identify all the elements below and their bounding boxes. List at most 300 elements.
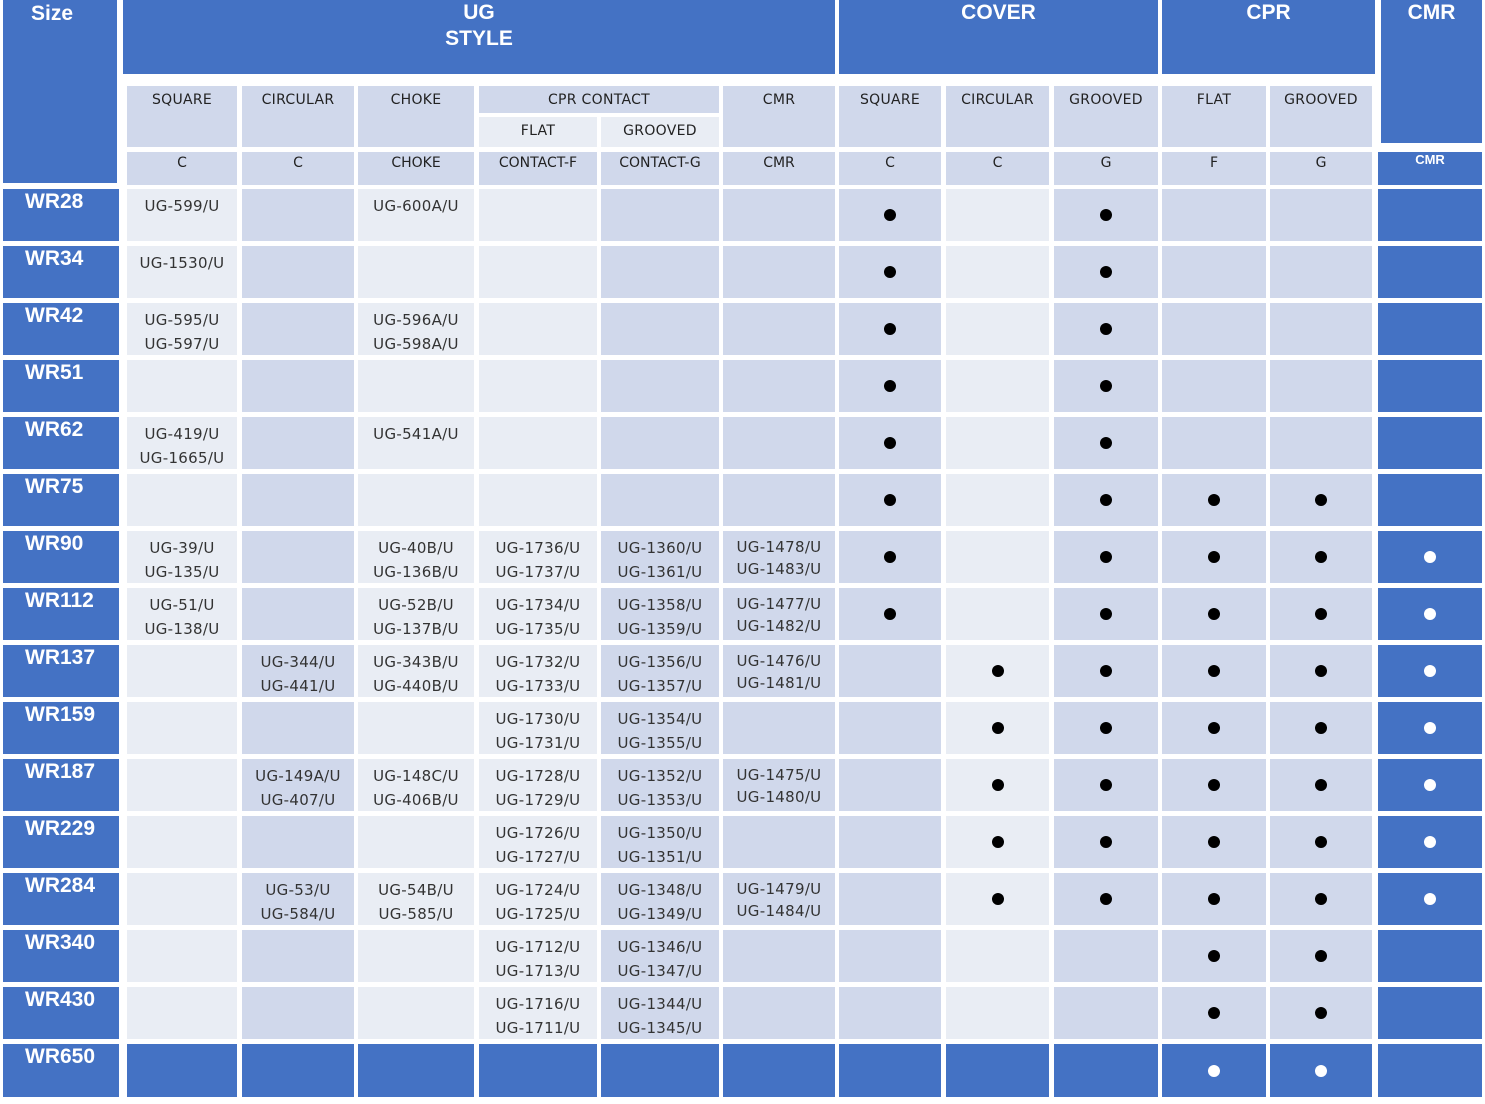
table-cell (1054, 987, 1158, 1039)
table-cell (723, 1044, 835, 1097)
table-cell (601, 816, 719, 868)
availability-dot (1054, 246, 1158, 298)
part-number: UG-1484/U (736, 902, 822, 920)
table-cell (723, 873, 835, 925)
availability-dot (839, 303, 941, 355)
table-cell (1378, 987, 1482, 1039)
table-cell (1162, 417, 1266, 469)
code-header-3 (358, 152, 474, 185)
size-label-text: WR28 (25, 190, 84, 213)
availability-dot (1378, 816, 1482, 868)
size-header-label: Size (31, 2, 74, 25)
availability-dot (1054, 873, 1158, 925)
table-cell (946, 588, 1049, 640)
table-cell (946, 360, 1049, 412)
table-cell (358, 189, 474, 241)
table-cell (127, 360, 237, 412)
availability-dot (839, 417, 941, 469)
size-label-wr75 (3, 474, 119, 526)
black-dot-icon (1208, 836, 1220, 848)
black-dot-icon (884, 323, 896, 335)
size-label-wr90 (3, 531, 119, 583)
size-label-text: WR650 (25, 1045, 96, 1068)
part-number: UG-600A/U (373, 197, 459, 215)
part-number: UG-52B/U (378, 596, 454, 614)
subheader-ug-cpr-contact (479, 86, 719, 113)
availability-dot (1162, 930, 1266, 982)
black-dot-icon (992, 836, 1004, 848)
code-header-5 (601, 152, 719, 185)
table-cell (946, 417, 1049, 469)
table-cell (127, 474, 237, 526)
size-label-wr34 (3, 246, 119, 298)
black-dot-icon (992, 893, 1004, 905)
table-cell (242, 1044, 354, 1097)
part-number: UG-1482/U (736, 617, 822, 635)
size-label-wr112 (3, 588, 119, 640)
table-cell (479, 930, 597, 982)
black-dot-icon (1208, 722, 1220, 734)
table-cell (839, 645, 941, 697)
black-dot-icon (1208, 551, 1220, 563)
size-label-text: WR187 (25, 760, 96, 783)
table-cell (946, 1044, 1049, 1097)
size-label-text: WR159 (25, 703, 96, 726)
part-number: UG-1477/U (736, 595, 822, 613)
size-label-wr340 (3, 930, 119, 982)
part-number: UG-1349/U (617, 905, 703, 923)
code-header-1 (127, 152, 237, 185)
black-dot-icon (1208, 779, 1220, 791)
size-label-text: WR42 (25, 304, 84, 327)
black-dot-icon (1315, 950, 1327, 962)
table-cell (358, 303, 474, 355)
part-number: UG-39/U (149, 539, 215, 557)
code-header-8-label: C (992, 155, 1003, 171)
table-cell (946, 987, 1049, 1039)
table-cell (1378, 930, 1482, 982)
availability-dot (1162, 702, 1266, 754)
black-dot-icon (1100, 665, 1112, 677)
black-dot-icon (1315, 551, 1327, 563)
table-cell (1378, 474, 1482, 526)
table-cell (242, 360, 354, 412)
black-dot-icon (1208, 893, 1220, 905)
code-header-2-label: C (293, 155, 303, 171)
table-cell (358, 645, 474, 697)
code-header-5-label: CONTACT-G (619, 155, 701, 171)
table-cell (479, 474, 597, 526)
availability-dot (1378, 531, 1482, 583)
size-label-wr187 (3, 759, 119, 811)
part-number: UG-1359/U (617, 620, 703, 638)
table-cell (601, 588, 719, 640)
availability-dot (1270, 759, 1372, 811)
table-cell (127, 645, 237, 697)
size-label-text: WR229 (25, 817, 96, 840)
subheader-cpr-grooved-label: GROOVED (1284, 92, 1358, 108)
part-number: UG-598A/U (373, 335, 459, 353)
availability-dot (839, 246, 941, 298)
table-cell (479, 531, 597, 583)
code-header-6-label: CMR (763, 155, 795, 171)
black-dot-icon (1315, 836, 1327, 848)
subheader-ug-cmr (723, 86, 835, 147)
black-dot-icon (1315, 779, 1327, 791)
black-dot-icon (1100, 551, 1112, 563)
part-number: UG-1350/U (617, 824, 703, 842)
black-dot-icon (884, 494, 896, 506)
part-number: UG-1346/U (617, 938, 703, 956)
black-dot-icon (1208, 950, 1220, 962)
availability-dot (1054, 417, 1158, 469)
table-cell (358, 417, 474, 469)
table-cell (242, 417, 354, 469)
table-cell (242, 189, 354, 241)
availability-dot (946, 816, 1049, 868)
part-number: UG-148C/U (373, 767, 459, 785)
table-cell (946, 531, 1049, 583)
table-cell (479, 987, 597, 1039)
code-header-3-label: CHOKE (391, 155, 441, 171)
table-cell (839, 702, 941, 754)
table-cell (601, 759, 719, 811)
subheader-cpr-flat (1162, 86, 1266, 147)
part-number: UG-1725/U (495, 905, 581, 923)
availability-dot (1054, 816, 1158, 868)
availability-dot (1270, 816, 1372, 868)
table-cell (839, 987, 941, 1039)
table-cell (946, 303, 1049, 355)
table-cell (479, 873, 597, 925)
white-dot-icon (1424, 722, 1436, 734)
availability-dot (1054, 189, 1158, 241)
table-cell (242, 987, 354, 1039)
black-dot-icon (1208, 665, 1220, 677)
white-dot-icon (1315, 1065, 1327, 1077)
black-dot-icon (1315, 608, 1327, 620)
table-cell (601, 702, 719, 754)
table-cell (127, 303, 237, 355)
part-number: UG-40B/U (378, 539, 454, 557)
subheader-ug-square-label: SQUARE (151, 92, 213, 108)
subheader-ug-square (127, 86, 237, 147)
code-header-11-label: G (1315, 155, 1327, 171)
cover-header (839, 0, 1158, 74)
part-number: UG-541A/U (373, 425, 459, 443)
cpr-header (1162, 0, 1375, 74)
table-cell (358, 987, 474, 1039)
part-number: UG-1352/U (617, 767, 703, 785)
table-cell (723, 645, 835, 697)
size-label-wr650 (3, 1044, 119, 1097)
availability-dot (839, 189, 941, 241)
table-cell (839, 816, 941, 868)
table-cell (358, 531, 474, 583)
part-number: UG-1726/U (495, 824, 581, 842)
table-cell (127, 759, 237, 811)
table-cell (723, 816, 835, 868)
availability-dot (1162, 531, 1266, 583)
part-number: UG-1475/U (736, 766, 822, 784)
part-number: UG-595/U (144, 311, 220, 329)
code-header-4 (479, 152, 597, 185)
black-dot-icon (1208, 1007, 1220, 1019)
black-dot-icon (1100, 494, 1112, 506)
part-number: UG-1353/U (617, 791, 703, 809)
availability-dot (1054, 759, 1158, 811)
code-header-4-label: CONTACT-F (498, 155, 578, 171)
part-number: UG-1478/U (736, 538, 822, 556)
table-cell (127, 702, 237, 754)
part-number: UG-1344/U (617, 995, 703, 1013)
part-number: UG-1734/U (495, 596, 581, 614)
black-dot-icon (1100, 437, 1112, 449)
black-dot-icon (1100, 836, 1112, 848)
size-label-wr430 (3, 987, 119, 1039)
part-number: UG-1711/U (495, 1019, 581, 1037)
table-cell (601, 417, 719, 469)
part-number: UG-1736/U (495, 539, 581, 557)
subheader-ug-choke-label: CHOKE (390, 92, 442, 108)
availability-dot (1054, 702, 1158, 754)
table-cell (242, 816, 354, 868)
availability-dot (839, 474, 941, 526)
availability-dot (1054, 360, 1158, 412)
size-label-wr159 (3, 702, 119, 754)
part-number: UG-1724/U (495, 881, 581, 899)
part-number: UG-137B/U (373, 620, 459, 638)
code-header-7-label: C (885, 155, 895, 171)
black-dot-icon (1100, 893, 1112, 905)
ug-style-header-line1: UG (463, 1, 495, 24)
part-number: UG-135/U (144, 563, 220, 581)
availability-dot (1378, 759, 1482, 811)
table-cell (946, 474, 1049, 526)
part-number: UG-51/U (149, 596, 215, 614)
table-cell (839, 873, 941, 925)
availability-dot (839, 588, 941, 640)
black-dot-icon (1100, 779, 1112, 791)
part-number: UG-1351/U (617, 848, 703, 866)
table-cell (723, 474, 835, 526)
table-cell (723, 417, 835, 469)
subheader-cover-circular-label: CIRCULAR (961, 92, 1034, 108)
availability-dot (1054, 531, 1158, 583)
part-number: UG-53/U (265, 881, 331, 899)
table-cell (1378, 189, 1482, 241)
part-number: UG-584/U (260, 905, 336, 923)
black-dot-icon (1100, 209, 1112, 221)
table-cell (1162, 189, 1266, 241)
subheader-cover-circular (946, 86, 1049, 147)
part-number: UG-1530/U (139, 254, 225, 272)
table-cell (601, 474, 719, 526)
subheader-ug-circular (242, 86, 354, 147)
ug-style-header-line2: STYLE (445, 27, 513, 50)
table-cell (127, 189, 237, 241)
table-cell (1270, 189, 1372, 241)
table-cell (479, 702, 597, 754)
table-cell (127, 531, 237, 583)
black-dot-icon (884, 437, 896, 449)
part-number: UG-1665/U (139, 449, 225, 467)
part-number: UG-1732/U (495, 653, 581, 671)
code-header-12 (1378, 152, 1482, 185)
availability-dot (946, 645, 1049, 697)
availability-dot (1162, 645, 1266, 697)
white-dot-icon (1424, 779, 1436, 791)
table-cell (242, 474, 354, 526)
table-cell (358, 702, 474, 754)
table-cell (601, 645, 719, 697)
table-cell (127, 873, 237, 925)
table-cell (127, 930, 237, 982)
code-header-10 (1162, 152, 1266, 185)
subheader-cover-square-label: SQUARE (859, 92, 921, 108)
table-cell (1270, 360, 1372, 412)
part-number: UG-149A/U (255, 767, 341, 785)
size-label-wr284 (3, 873, 119, 925)
availability-dot (1162, 816, 1266, 868)
black-dot-icon (884, 380, 896, 392)
table-cell (723, 303, 835, 355)
table-cell (479, 588, 597, 640)
size-label-wr42 (3, 303, 119, 355)
table-cell (127, 246, 237, 298)
table-cell (723, 531, 835, 583)
black-dot-icon (884, 266, 896, 278)
part-number: UG-1735/U (495, 620, 581, 638)
part-number: UG-1360/U (617, 539, 703, 557)
availability-dot (1270, 930, 1372, 982)
availability-dot (1162, 759, 1266, 811)
availability-dot (946, 759, 1049, 811)
table-cell (1162, 360, 1266, 412)
part-number: UG-1481/U (736, 674, 822, 692)
table-cell (601, 1044, 719, 1097)
code-header-1-label: C (177, 155, 187, 171)
subheader-ug-cpr-grooved (601, 117, 719, 147)
size-header (3, 0, 117, 183)
subheader-ug-cpr-flat (479, 117, 597, 147)
table-cell (127, 987, 237, 1039)
cpr-header-label: CPR (1246, 1, 1291, 24)
code-header-9 (1054, 152, 1158, 185)
cmr-header (1381, 0, 1482, 143)
subheader-cpr-flat-label: FLAT (1196, 92, 1232, 108)
part-number: UG-1730/U (495, 710, 581, 728)
availability-dot (1054, 645, 1158, 697)
availability-dot (1162, 1044, 1266, 1097)
black-dot-icon (884, 209, 896, 221)
size-label-text: WR137 (25, 646, 96, 669)
size-label-text: WR75 (25, 475, 84, 498)
table-cell (242, 930, 354, 982)
availability-dot (839, 531, 941, 583)
part-number: UG-596A/U (373, 311, 459, 329)
part-number: UG-1345/U (617, 1019, 703, 1037)
table-cell (723, 759, 835, 811)
subheader-cover-grooved-label: GROOVED (1069, 92, 1143, 108)
subheader-ug-choke (358, 86, 474, 147)
size-label-wr62 (3, 417, 119, 469)
white-dot-icon (1208, 1065, 1220, 1077)
part-number: UG-407/U (260, 791, 336, 809)
black-dot-icon (1100, 323, 1112, 335)
table-cell (946, 246, 1049, 298)
code-header-7 (839, 152, 941, 185)
size-label-text: WR90 (25, 532, 84, 555)
part-number: UG-1355/U (617, 734, 703, 752)
code-header-9-label: G (1100, 155, 1112, 171)
black-dot-icon (992, 722, 1004, 734)
table-cell (358, 873, 474, 925)
table-cell (601, 930, 719, 982)
availability-dot (1378, 588, 1482, 640)
availability-dot (1054, 303, 1158, 355)
table-cell (601, 987, 719, 1039)
table-cell (1378, 417, 1482, 469)
availability-dot (1270, 588, 1372, 640)
table-cell (601, 360, 719, 412)
table-cell (723, 702, 835, 754)
part-number: UG-585/U (378, 905, 454, 923)
table-cell (127, 816, 237, 868)
black-dot-icon (1100, 266, 1112, 278)
white-dot-icon (1424, 551, 1436, 563)
part-number: UG-441/U (260, 677, 336, 695)
code-header-12-label: CMR (1415, 152, 1445, 167)
size-label-text: WR34 (25, 247, 84, 270)
availability-dot (1270, 987, 1372, 1039)
table-cell (479, 189, 597, 241)
part-number: UG-419/U (144, 425, 220, 443)
table-cell (946, 930, 1049, 982)
table-cell (242, 303, 354, 355)
table-cell (839, 1044, 941, 1097)
ug-style-header (123, 0, 835, 74)
table-cell (127, 417, 237, 469)
table-cell (1054, 1044, 1158, 1097)
availability-dot (1270, 702, 1372, 754)
availability-dot (946, 702, 1049, 754)
part-number: UG-1716/U (495, 995, 581, 1013)
size-label-wr28 (3, 189, 119, 241)
part-number: UG-440B/U (373, 677, 459, 695)
table-cell (479, 303, 597, 355)
part-number: UG-1356/U (617, 653, 703, 671)
table-cell (127, 1044, 237, 1097)
black-dot-icon (1100, 722, 1112, 734)
subheader-ug-cmr-label: CMR (762, 92, 796, 108)
part-number: UG-136B/U (373, 563, 459, 581)
white-dot-icon (1424, 608, 1436, 620)
table-cell (723, 189, 835, 241)
subheader-cpr-grooved (1270, 86, 1372, 147)
white-dot-icon (1424, 665, 1436, 677)
black-dot-icon (884, 551, 896, 563)
size-label-wr51 (3, 360, 119, 412)
table-cell (1378, 1044, 1482, 1097)
part-number: UG-1731/U (495, 734, 581, 752)
table-cell (479, 645, 597, 697)
table-cell (1270, 417, 1372, 469)
part-number: UG-1713/U (495, 962, 581, 980)
table-cell (358, 759, 474, 811)
availability-dot (1378, 645, 1482, 697)
table-cell (479, 246, 597, 298)
